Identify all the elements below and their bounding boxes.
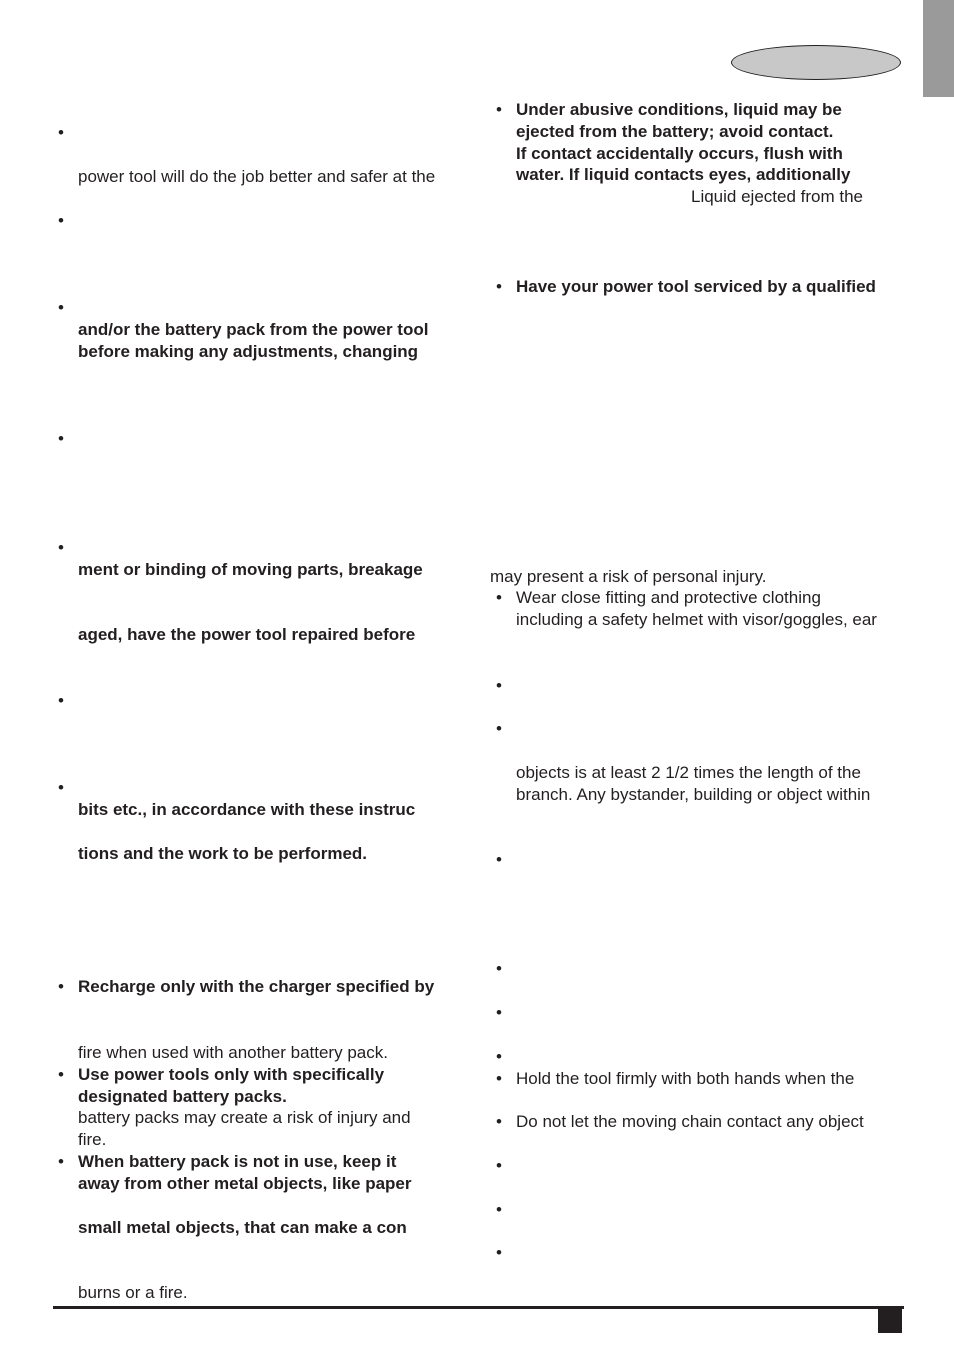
bullet: •	[58, 778, 64, 797]
body-line: ment or binding of moving parts, breakage	[78, 560, 423, 579]
body-line: and/or the battery pack from the power tool	[78, 320, 429, 339]
bullet: •	[58, 1065, 64, 1084]
body-line: objects is at least 2 1/2 times the length of the	[516, 763, 861, 782]
bullet: •	[496, 719, 502, 738]
bullet: •	[496, 1069, 502, 1088]
body-line: When battery pack is not in use, keep it	[78, 1152, 397, 1171]
bullet: •	[496, 1003, 502, 1022]
body-line: Hold the tool firmly with both hands when the	[516, 1069, 855, 1088]
bullet: •	[496, 100, 502, 119]
body-line: aged, have the power tool repaired before	[78, 625, 416, 644]
bullet: •	[496, 959, 502, 978]
bullet: •	[58, 538, 64, 557]
bullet: •	[58, 691, 64, 710]
body-line: small metal objects, that can make a con	[78, 1218, 407, 1237]
body-line: designated battery packs.	[78, 1087, 287, 1106]
page-number-box	[878, 1309, 902, 1333]
language-tab	[923, 0, 954, 97]
bullet: •	[58, 977, 64, 996]
bullet: •	[496, 1112, 502, 1131]
body-line: before making any adjustments, changing	[78, 342, 419, 361]
body-line: Have your power tool serviced by a qualified	[516, 277, 876, 296]
bullet: •	[58, 429, 64, 448]
body-line: Use power tools only with specifically	[78, 1065, 385, 1084]
bullet: •	[58, 123, 64, 142]
body-line: burns or a fire.	[78, 1283, 188, 1302]
body-line: tions and the work to be performed.	[78, 844, 368, 863]
body-line: Wear close fitting and protective clothing	[516, 588, 821, 607]
body-line: branch. Any bystander, building or object within	[516, 785, 871, 804]
footer-rule	[53, 1306, 904, 1309]
bullet: •	[58, 211, 64, 230]
body-line: bits etc., in accordance with these instruc	[78, 800, 416, 819]
bullet: •	[496, 1156, 502, 1175]
body-line: Do not let the moving chain contact any object	[516, 1112, 864, 1131]
body-line: Under abusive conditions, liquid may be	[516, 100, 842, 119]
bullet: •	[496, 277, 502, 296]
body-line: Recharge only with the charger specified by	[78, 977, 435, 996]
bullet: •	[58, 1152, 64, 1171]
bullet: •	[58, 298, 64, 317]
body-line: fire when used with another battery pack.	[78, 1043, 388, 1062]
body-line: away from other metal objects, like paper	[78, 1174, 412, 1193]
section-oval-label	[731, 45, 901, 80]
bullet: •	[496, 1047, 502, 1066]
body-line: water. If liquid contacts eyes, additionally	[516, 165, 851, 184]
body-line: including a safety helmet with visor/goggles, ear	[516, 610, 877, 629]
bullet: •	[496, 1243, 502, 1262]
bullet: •	[496, 850, 502, 869]
body-line: power tool will do the job better and safer at the	[78, 167, 436, 186]
bullet: •	[496, 1200, 502, 1219]
body-line: ejected from the battery; avoid contact.	[516, 122, 834, 141]
bullet: •	[496, 588, 502, 607]
body-line: battery packs may create a risk of injury and	[78, 1108, 411, 1127]
body-line: may present a risk of personal injury.	[490, 567, 767, 586]
body-line: Liquid ejected from the	[691, 187, 863, 206]
bullet: •	[496, 676, 502, 695]
body-line: fire.	[78, 1130, 107, 1149]
body-line: If contact accidentally occurs, flush with	[516, 144, 843, 163]
